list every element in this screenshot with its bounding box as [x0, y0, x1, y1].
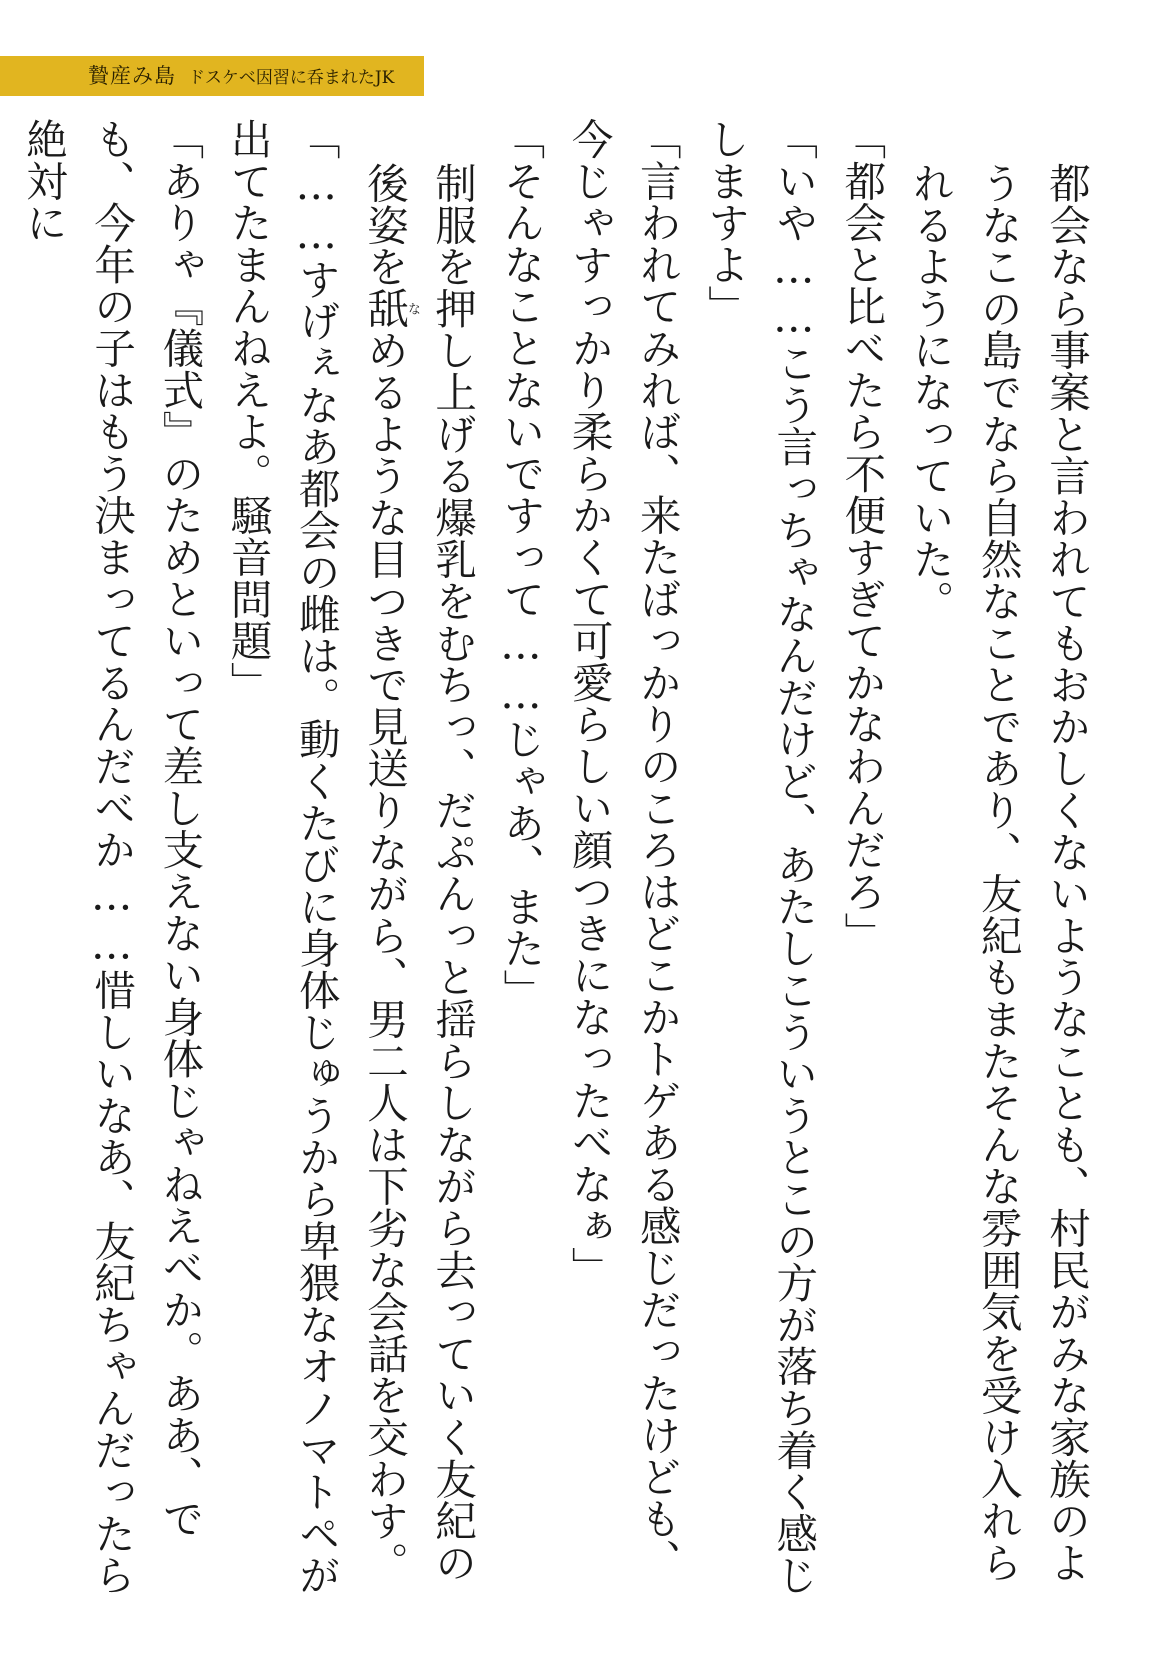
ruby-word — [359, 287, 420, 330]
book-title: 贄産み島 — [88, 64, 176, 88]
ruby-reading: な — [404, 287, 420, 330]
narration-paragraph: 都会なら事案と言われてもおかしくないようなことも、村民がみな家族のようなこの島でなら自然なことであり、友紀もまたそんな雰囲気を受け入れられるようになっていた。 — [905, 162, 1091, 1584]
book-subtitle: ドスケベ因習に呑まれたJK — [188, 68, 395, 88]
narration-paragraph — [350, 118, 486, 1618]
dialogue-paragraph: 「……すげぇなあ都会の雌は。動くたびに身体じゅうから卑猥なオノマトペが出てたまんねえよ。騒音問題」 — [223, 118, 341, 1596]
running-header — [88, 60, 394, 92]
dialogue-paragraph: 「ありゃ『儀式』のためといって差し支えない身体じゃねえべか。ああ、でも、今年の子はもう決まってるんだべか……惜しいなあ、友紀ちゃんだったら絶対に — [18, 118, 205, 1596]
dialogue-paragraph: 「いや……こう言っちゃなんだけど、あたしこういうとこの方が落ち着く感じしますよ」 — [700, 118, 819, 1596]
dialogue-paragraph: 「都会と比べたら不便すぎてかなわんだろ」 — [837, 118, 887, 954]
dialogue-paragraph: 「そんなことないですって……じゃあ、また」 — [496, 118, 546, 1011]
vertical-body-text — [18, 118, 1100, 1618]
narration-text: 制服を押し上げる爆乳をむちっ、だぷんっと揺らしながら去っていく友紀の後姿を — [359, 162, 478, 1584]
dialogue-paragraph: 「言われてみれば、来たばっかりのころはどこかトゲある感じだったけども、今じゃすっかり柔らかくて可愛らしい顔つきになったべなぁ」 — [564, 118, 682, 1581]
narration-text: めるような目つきで見送りながら、男二人は下劣な会話を交わす。 — [359, 329, 409, 1584]
ruby-base: 舐 — [359, 287, 409, 330]
